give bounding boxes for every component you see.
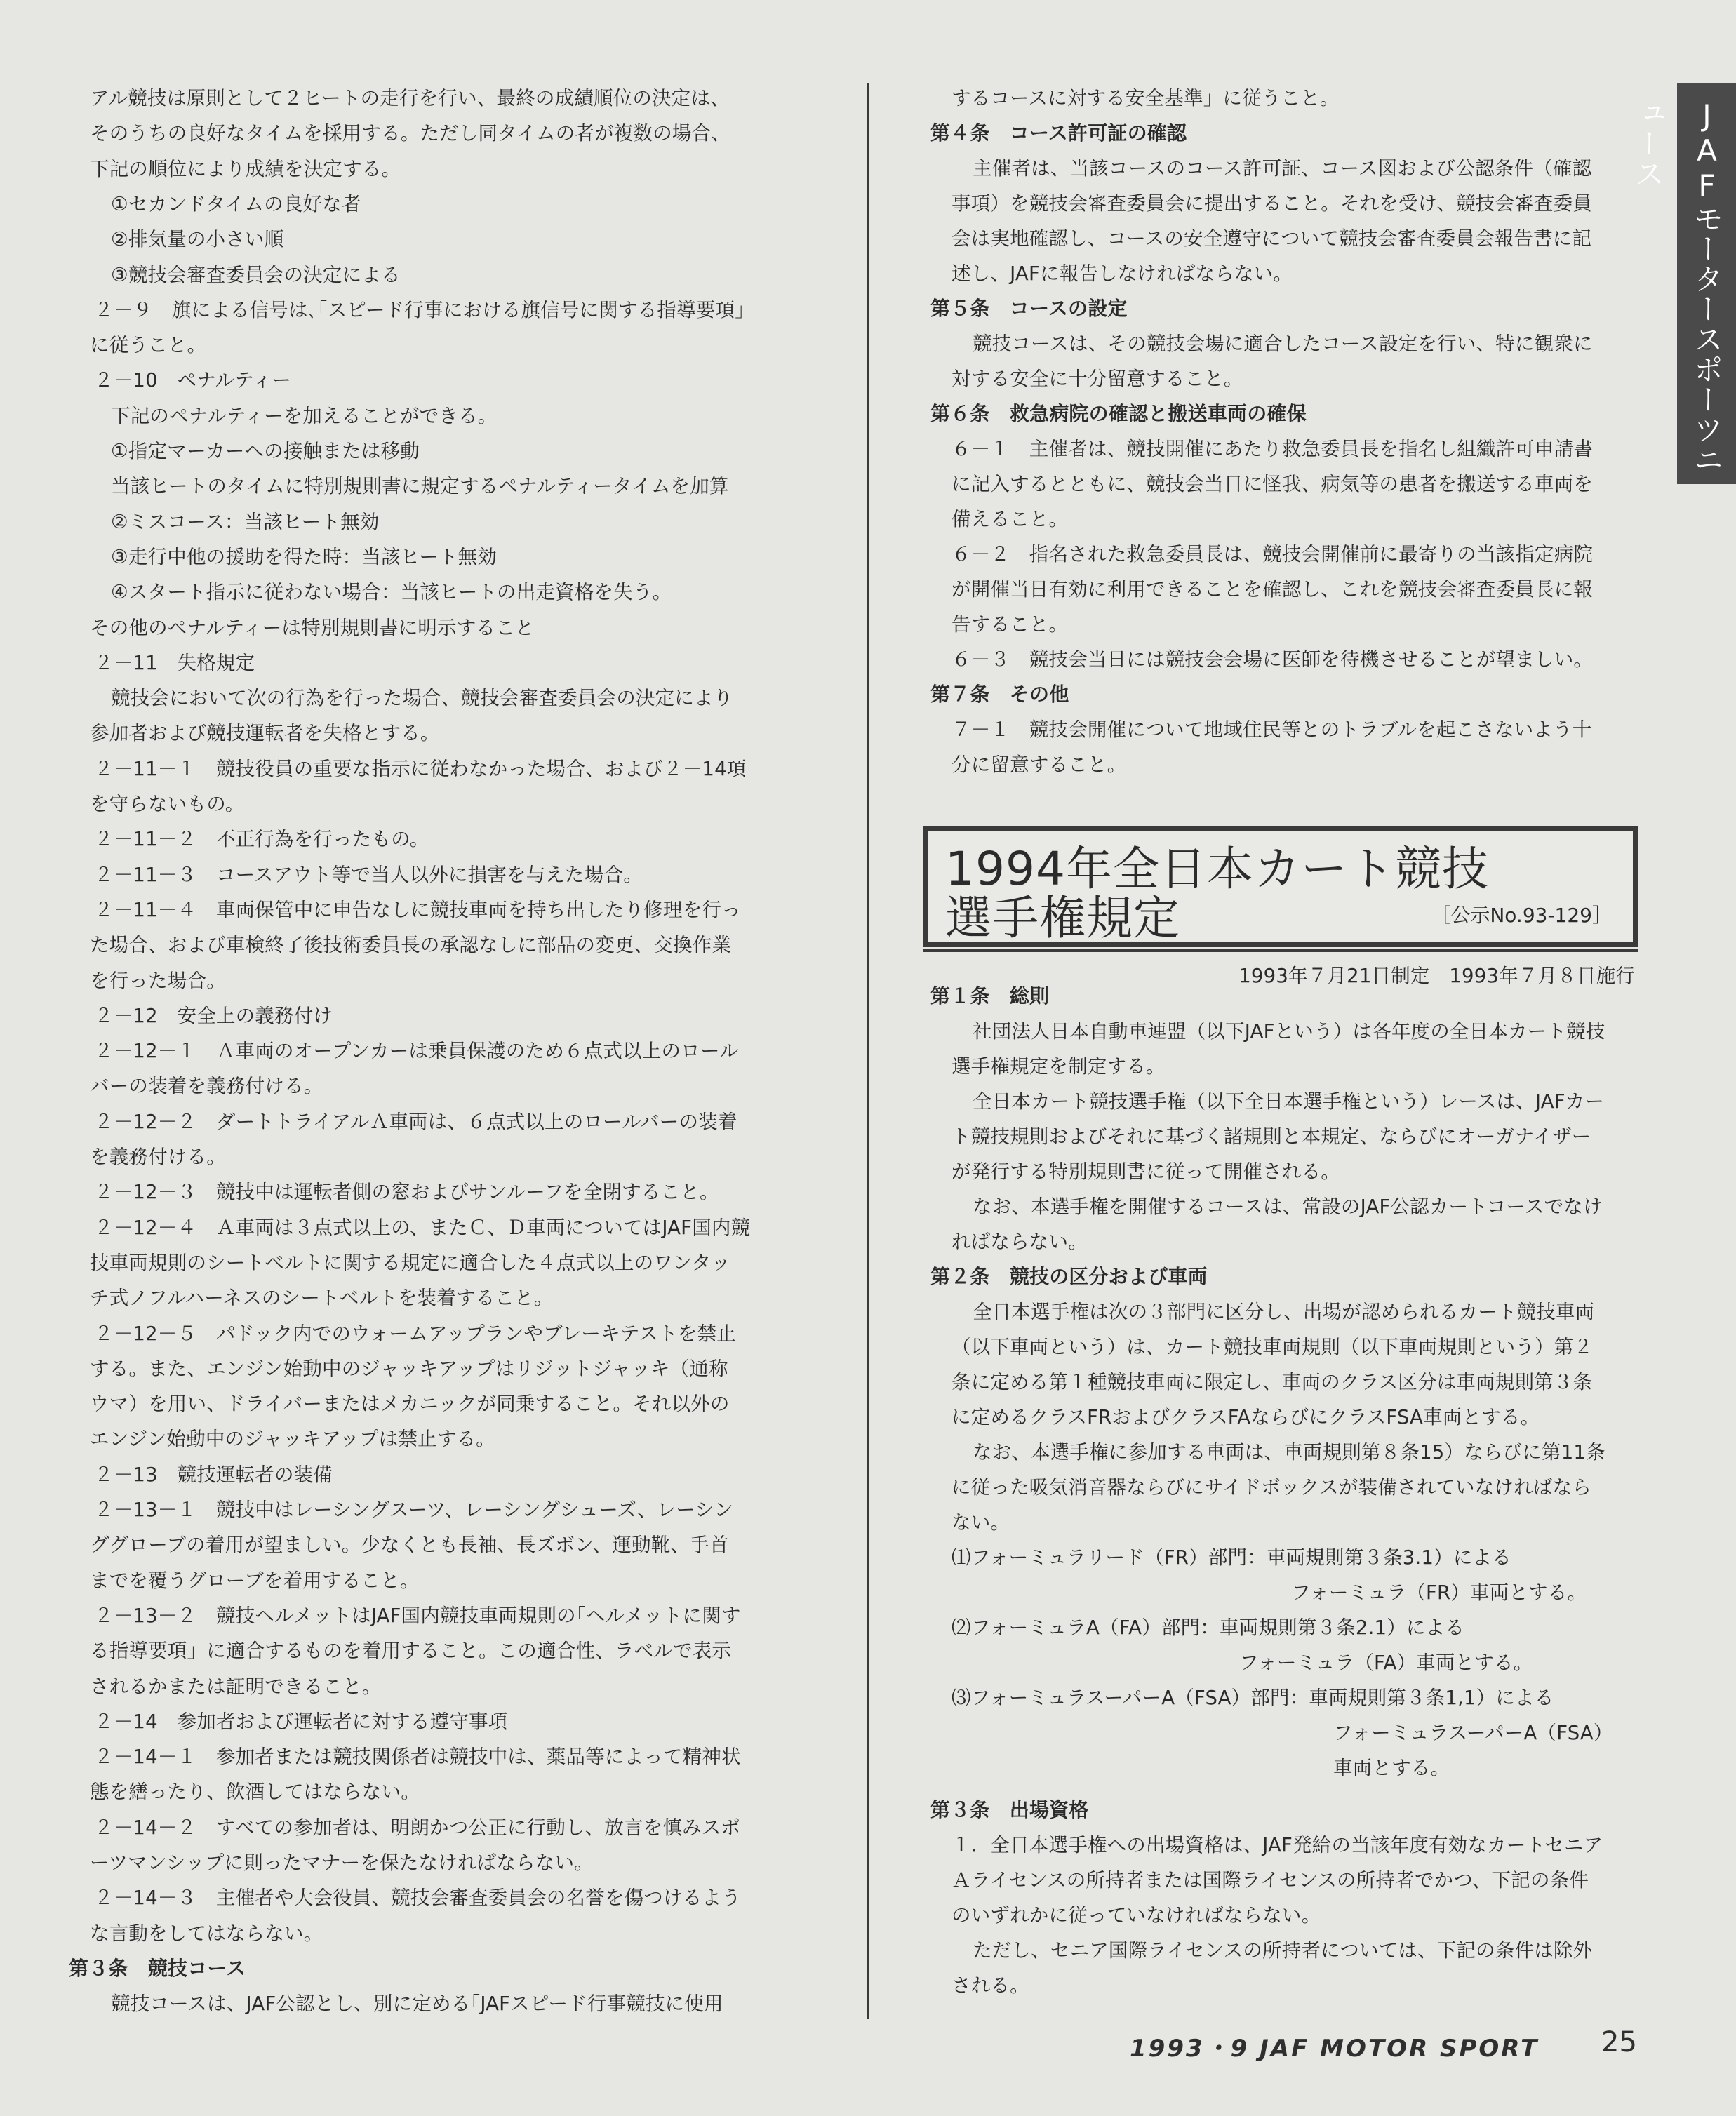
- text-line: ２－９ 旗による信号は､｢スピード行事における旗信号に関する指導要項｣: [94, 298, 745, 321]
- text-line: ６－２ 指名された救急委員長は、競技会開催前に最寄りの当該指定病院: [952, 543, 1594, 565]
- text-line: 主催者は、当該コースのコース許可証、コース図および公認条件（確認: [973, 157, 1592, 180]
- text-line: ２－12－２ ダートトライアルＡ車両は、６点式以上のロールバーの装着: [94, 1110, 737, 1133]
- text-line: た場合、および車検終了後技術委員長の承認なしに部品の変更、交換作業: [90, 934, 732, 957]
- text-line: バーの装着を義務付ける。: [90, 1075, 323, 1098]
- text-line: ②排気量の小さい順: [111, 228, 284, 251]
- text-line: その他のペナルティーは特別規則書に明示すること: [90, 616, 535, 639]
- text-line: 社団法人日本自動車連盟（以下JAFという）は各年度の全日本カート競技: [973, 1020, 1605, 1043]
- text-line: される。: [952, 1974, 1029, 1997]
- text-line: 当該ヒートのタイムに特別規則書に規定するペナルティータイムを加算: [111, 475, 729, 498]
- text-line: ６－１ 主催者は、競技開催にあたり救急委員長を指名し組織許可申請書: [952, 438, 1594, 460]
- text-line: 条に定める第１種競技車両に限定し、車両のクラス区分は車両規則第３条: [952, 1371, 1593, 1393]
- text-line: ウマ）を用い、ドライバーまたはメカニックが同乗すること。それ以外の: [90, 1393, 730, 1416]
- text-line: ーツマンシップに則ったマナーを保たなければならない。: [90, 1852, 594, 1874]
- text-line: る指導要項」に適合するものを着用すること。この適合性、ラベルで表示: [90, 1640, 732, 1663]
- text-line: ６－３ 競技会当日には競技会会場に医師を待機させることが望ましい。: [952, 648, 1594, 671]
- text-line: に記入するとともに、競技会当日に怪我、病気等の患者を搬送する車両を: [952, 473, 1594, 495]
- text-line: ただし、セニア国際ライセンスの所持者については、下記の条件は除外: [973, 1939, 1593, 1962]
- text-line: 分に留意すること。: [952, 754, 1127, 776]
- text-line: 全日本選手権は次の３部門に区分し、出場が認められるカート競技車両: [973, 1301, 1595, 1323]
- text-line: されるかまたは証明できること。: [90, 1675, 382, 1698]
- text-line: 事項）を競技会審査委員会に提出すること。それを受け、競技会審査委員: [952, 192, 1592, 215]
- text-line: ２－12 安全上の義務付け: [94, 1004, 333, 1027]
- title-line-1: 1994年全日本カート競技: [945, 842, 1489, 896]
- text-line: ２－11 失格規定: [94, 651, 255, 674]
- text-line: するコースに対する安全基準」に従うこと。: [952, 87, 1340, 109]
- text-line: ト競技規則およびそれに基づく諸規則と本規定、ならびにオーガナイザー: [952, 1125, 1591, 1148]
- text-line: のいずれかに従っていなければならない。: [952, 1904, 1321, 1927]
- article-heading: 第３条 出場資格: [930, 1798, 1089, 1821]
- text-line: ２－14－１ 参加者または競技関係者は競技中は、薬品等によって精神状: [94, 1746, 741, 1769]
- text-line: 述し、JAFに報告しなければならない。: [952, 262, 1293, 285]
- text-line: 下記の順位により成績を決定する。: [90, 157, 401, 180]
- text-line: 備えること。: [952, 508, 1069, 530]
- text-line: が発行する特別規則書に従って開催される。: [952, 1160, 1340, 1183]
- text-line: ２－10 ペナルティー: [94, 369, 292, 392]
- article-heading: 第７条 その他: [930, 683, 1069, 706]
- text-line: ２－14 参加者および運転者に対する遵守事項: [94, 1710, 508, 1733]
- text-line: フォーミュラ（FA）車両とする。: [1239, 1652, 1533, 1674]
- text-line: ２－14－２ すべての参加者は、明朗かつ公正に行動し、放言を慎みスポ: [94, 1816, 741, 1839]
- article-heading: 第５条 コースの設定: [930, 297, 1128, 320]
- article-heading: 第１条 総則: [930, 984, 1050, 1007]
- regulation-title-box: [923, 826, 1638, 947]
- text-line: に従うこと。: [90, 334, 207, 357]
- text-line: ２－11－１ 競技役員の重要な指示に従わなかった場合、および２－14項: [94, 757, 747, 780]
- text-line: 参加者および競技運転者を失格とする。: [90, 722, 440, 745]
- text-line: ない。: [952, 1511, 1010, 1534]
- text-line: なお、本選手権を開催するコースは、常設のJAF公認カートコースでなけ: [973, 1196, 1603, 1218]
- text-line: 競技会において次の行為を行った場合、競技会審査委員会の決定により: [111, 687, 733, 710]
- text-line: 態を繕ったり、飲酒してはならない。: [90, 1781, 420, 1804]
- section-side-tab: [1631, 83, 1736, 484]
- text-line: １．全日本選手権への出場資格は、JAF発給の当該年度有効なカートセニア: [952, 1834, 1603, 1856]
- text-line: 競技コースは、その競技会場に適合したコース設定を行い、特に観衆に: [973, 333, 1593, 355]
- text-line: ２－13 競技運転者の装備: [94, 1463, 333, 1486]
- text-line: フォーミュラスーパーA（FSA）: [1333, 1722, 1613, 1744]
- text-line: 全日本カート競技選手権（以下全日本選手権という）レースは、JAFカー: [973, 1090, 1605, 1113]
- text-line: ⑶フォーミュラスーパーA（FSA）部門：車両規則第３条1,1）による: [952, 1687, 1554, 1709]
- text-line: フォーミュラ（FR）車両とする。: [1291, 1581, 1587, 1604]
- notice-number: ［公示No.93-129］: [1431, 904, 1612, 927]
- text-line: ②ミスコース：当該ヒート無効: [111, 510, 380, 533]
- text-line: ④スタート指示に従わない場合：当該ヒートの出走資格を失う。: [111, 581, 672, 604]
- text-line: を義務付ける。: [90, 1146, 226, 1168]
- article-heading: 第３条 競技コース: [69, 1956, 246, 1980]
- footer-magazine: 1993・9 JAF MOTOR SPORT: [1130, 2035, 1540, 2063]
- article-heading: 第４条 コース許可証の確認: [930, 121, 1187, 145]
- text-line: する。また、エンジン始動中のジャッキアップはリジットジャッキ（通称: [90, 1357, 728, 1380]
- text-line: を守らないもの。: [90, 793, 245, 815]
- text-line: ればならない。: [952, 1231, 1088, 1253]
- article-heading: 第６条 救急病院の確認と搬送車両の確保: [930, 402, 1307, 425]
- text-line: 告すること。: [952, 613, 1069, 636]
- text-line: ２－12－５ パドック内でのウォームアップランやブレーキテストを禁止: [94, 1322, 736, 1345]
- column-divider: [867, 83, 869, 2019]
- text-line: ７－１ 競技会開催について地域住民等とのトラブルを起こさないよう十: [952, 718, 1592, 741]
- text-line: ２－14－３ 主催者や大会役員、競技会審査委員会の名誉を傷つけるよう: [94, 1887, 741, 1910]
- text-line: を行った場合。: [90, 969, 226, 992]
- text-line: 選手権規定を制定する。: [952, 1055, 1166, 1078]
- text-line: に定めるクラスFRおよびクラスFAならびにクラスFSA車両とする。: [952, 1406, 1540, 1428]
- text-line: アル競技は原則として２ヒートの走行を行い、最終の成績順位の決定は、: [90, 87, 730, 109]
- title-line-2: 選手権規定: [945, 891, 1180, 945]
- text-line: ２－12－３ 競技中は運転者側の窓およびサンルーフを全閉すること。: [94, 1181, 719, 1204]
- text-line: ２－13－２ 競技ヘルメットはJAF国内競技車両規則の｢ヘルメットに関す: [94, 1604, 741, 1627]
- text-line: ①指定マーカーへの接触または移動: [111, 440, 420, 462]
- text-line: （以下車両という）は、カート競技車両規則（以下車両規則という）第２: [952, 1336, 1594, 1358]
- text-line: そのうちの良好なタイムを採用する。ただし同タイムの者が複数の場合、: [90, 122, 730, 145]
- text-line: ２－12－４ Ａ車両は３点式以上の、またＣ、Ｄ車両についてはJAF国内競: [94, 1216, 751, 1239]
- text-line: までを覆うグローブを着用すること。: [90, 1569, 420, 1592]
- enactment-date: 1993年７月21日制定 1993年７月８日施行: [1238, 965, 1635, 987]
- text-line: ①セカンドタイムの良好な者: [111, 192, 361, 215]
- text-line: チ式ノフルハーネスのシートベルトを装着すること。: [90, 1287, 554, 1310]
- text-line: 下記のペナルティーを加えることができる。: [111, 404, 498, 427]
- text-line: Ａライセンスの所持者または国際ライセンスの所持者でかつ、下記の条件: [952, 1869, 1589, 1891]
- text-line: ググローブの着用が望ましい。少なくとも長袖、長ズボン、運動靴、手首: [90, 1534, 729, 1557]
- article-heading: 第２条 競技の区分および車両: [930, 1265, 1208, 1288]
- text-line: ⑵フォーミュラA（FA）部門：車両規則第３条2.1）による: [952, 1616, 1465, 1639]
- text-line: ２－11－４ 車両保管中に申告なしに競技車両を持ち出したり修理を行っ: [94, 898, 741, 921]
- page-number: 25: [1601, 2026, 1637, 2058]
- text-line: 対する安全に十分留意すること。: [952, 368, 1243, 390]
- text-line: な言動をしてはならない。: [90, 1922, 323, 1945]
- text-line: ２－11－３ コースアウト等で当人以外に損害を与えた場合。: [94, 863, 643, 886]
- text-line: 技車両規則のシートベルトに関する規定に適合した４点式以上のワンタッ: [90, 1251, 730, 1274]
- text-line: が開催当日有効に利用できることを確認し、これを競技会審査委員長に報: [952, 578, 1594, 601]
- text-line: ２－12－１ Ａ車両のオープンカーは乗員保護のため６点式以上のロール: [94, 1040, 739, 1063]
- text-line: 車両とする。: [1333, 1757, 1450, 1779]
- text-line: ③走行中他の援助を得た時：当該ヒート無効: [111, 545, 498, 568]
- side-tab-label: JAFモータースポーツニュース: [1631, 98, 1724, 475]
- text-line: ２－13－１ 競技中はレーシングスーツ、レーシングシューズ、レーシン: [94, 1499, 734, 1521]
- text-line: 競技コースは、JAF公認とし、別に定める｢JAFスピード行事競技に使用: [111, 1993, 723, 2016]
- text-line: ⑴フォーミュラリード（FR）部門：車両規則第３条3.1）による: [952, 1546, 1511, 1569]
- text-line: ③競技会審査委員会の決定による: [111, 263, 401, 286]
- text-line: なお、本選手権に参加する車両は、車両規則第８条15）ならびに第11条: [973, 1441, 1605, 1464]
- text-line: 会は実地確認し、コースの安全遵守について競技会審査委員会報告書に記: [952, 227, 1592, 250]
- text-line: ２－11－２ 不正行為を行ったもの。: [94, 828, 429, 851]
- text-line: に従った吸気消音器ならびにサイドボックスが装備されていなければなら: [952, 1476, 1591, 1499]
- text-line: エンジン始動中のジャッキアップは禁止する。: [90, 1428, 495, 1451]
